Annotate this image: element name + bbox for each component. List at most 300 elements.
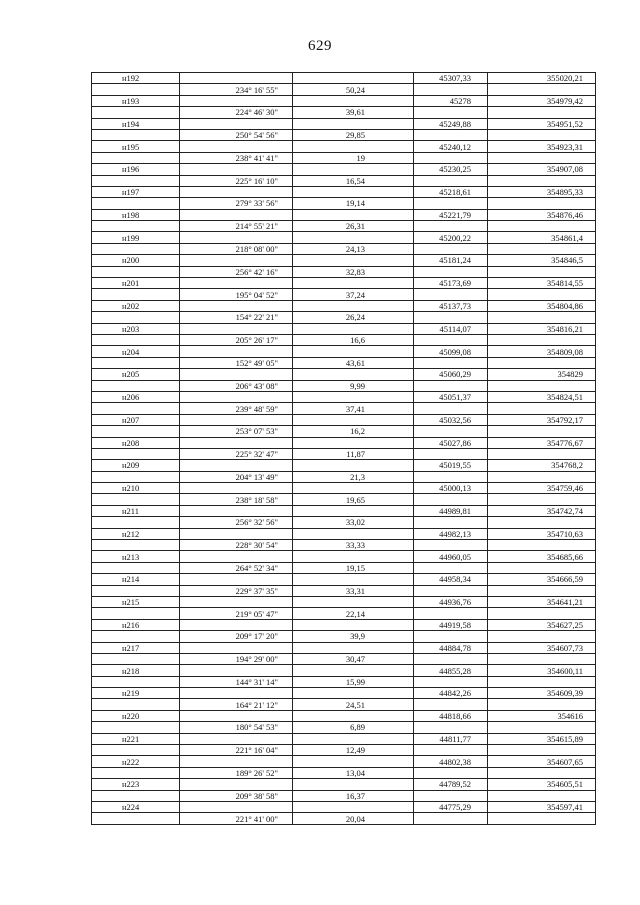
- angle-cell-empty: [180, 528, 293, 539]
- x-coordinate-cell: 45019,55: [414, 460, 488, 471]
- distance-cell-empty: [293, 391, 414, 402]
- direction-angle-cell: 229° 37' 35": [180, 585, 293, 596]
- y-coordinate-cell: 354641,21: [488, 596, 596, 607]
- direction-angle-cell: 164° 21' 12": [180, 699, 293, 710]
- x-coordinate-cell-empty: [414, 813, 488, 824]
- x-coordinate-cell-empty: [414, 152, 488, 163]
- point-row: [92, 95, 596, 106]
- y-coordinate-cell: 354876,46: [488, 209, 596, 220]
- direction-angle-cell: 239° 48' 59": [180, 403, 293, 414]
- distance-cell-empty: [293, 278, 414, 289]
- point-name-cell-empty: [92, 129, 180, 140]
- distance-cell: 50,24: [293, 84, 414, 95]
- segment-row: [92, 107, 596, 118]
- point-row: [92, 665, 596, 676]
- y-coordinate-cell-empty: [488, 243, 596, 254]
- x-coordinate-cell: 44802,38: [414, 756, 488, 767]
- distance-cell: 13,04: [293, 767, 414, 778]
- segment-row: [92, 84, 596, 95]
- y-coordinate-cell-empty: [488, 562, 596, 573]
- x-coordinate-cell-empty: [414, 631, 488, 642]
- y-coordinate-cell: 354804,86: [488, 300, 596, 311]
- angle-cell-empty: [180, 414, 293, 425]
- point-name-cell: н213: [92, 551, 180, 562]
- y-coordinate-cell-empty: [488, 175, 596, 186]
- distance-cell: 26,24: [293, 312, 414, 323]
- x-coordinate-cell-empty: [414, 448, 488, 459]
- y-coordinate-cell: 354792,17: [488, 414, 596, 425]
- distance-cell: 32,83: [293, 266, 414, 277]
- y-coordinate-cell: 354814,55: [488, 278, 596, 289]
- x-coordinate-cell-empty: [414, 517, 488, 528]
- point-row: [92, 346, 596, 357]
- point-name-cell: н192: [92, 73, 180, 84]
- point-row: [92, 688, 596, 699]
- segment-row: [92, 540, 596, 551]
- point-row: [92, 118, 596, 129]
- segment-row: [92, 243, 596, 254]
- x-coordinate-cell: 45200,22: [414, 232, 488, 243]
- point-name-cell: н212: [92, 528, 180, 539]
- y-coordinate-cell-empty: [488, 676, 596, 687]
- distance-cell: 29,85: [293, 129, 414, 140]
- angle-cell-empty: [180, 141, 293, 152]
- distance-cell: 24,13: [293, 243, 414, 254]
- point-row: [92, 391, 596, 402]
- x-coordinate-cell: 45051,37: [414, 391, 488, 402]
- y-coordinate-cell: 354597,41: [488, 802, 596, 813]
- distance-cell: 19,15: [293, 562, 414, 573]
- point-name-cell: н197: [92, 186, 180, 197]
- y-coordinate-cell-empty: [488, 517, 596, 528]
- point-row: [92, 141, 596, 152]
- segment-row: [92, 380, 596, 391]
- distance-cell-empty: [293, 414, 414, 425]
- y-coordinate-cell: 354615,89: [488, 733, 596, 744]
- angle-cell-empty: [180, 323, 293, 334]
- point-name-cell-empty: [92, 152, 180, 163]
- y-coordinate-cell: 354607,73: [488, 642, 596, 653]
- y-coordinate-cell: 354710,63: [488, 528, 596, 539]
- x-coordinate-cell-empty: [414, 722, 488, 733]
- y-coordinate-cell-empty: [488, 471, 596, 482]
- x-coordinate-cell-empty: [414, 471, 488, 482]
- point-row: [92, 437, 596, 448]
- angle-cell-empty: [180, 460, 293, 471]
- angle-cell-empty: [180, 186, 293, 197]
- y-coordinate-cell-empty: [488, 403, 596, 414]
- x-coordinate-cell-empty: [414, 653, 488, 664]
- direction-angle-cell: 264° 52' 34": [180, 562, 293, 573]
- x-coordinate-cell: 45240,12: [414, 141, 488, 152]
- segment-row: [92, 676, 596, 687]
- direction-angle-cell: 250° 54' 56": [180, 129, 293, 140]
- distance-cell-empty: [293, 505, 414, 516]
- point-name-cell: н215: [92, 596, 180, 607]
- x-coordinate-cell-empty: [414, 426, 488, 437]
- point-name-cell: н211: [92, 505, 180, 516]
- point-name-cell-empty: [92, 631, 180, 642]
- angle-cell-empty: [180, 73, 293, 84]
- x-coordinate-cell-empty: [414, 745, 488, 756]
- distance-cell: 9,99: [293, 380, 414, 391]
- point-row: [92, 209, 596, 220]
- segment-row: [92, 745, 596, 756]
- direction-angle-cell: 209° 17' 20": [180, 631, 293, 642]
- angle-cell-empty: [180, 209, 293, 220]
- point-name-cell: н207: [92, 414, 180, 425]
- point-name-cell: н220: [92, 710, 180, 721]
- point-name-cell-empty: [92, 608, 180, 619]
- point-name-cell-empty: [92, 266, 180, 277]
- y-coordinate-cell: 354607,65: [488, 756, 596, 767]
- segment-row: [92, 312, 596, 323]
- distance-cell-empty: [293, 437, 414, 448]
- x-coordinate-cell: 44811,77: [414, 733, 488, 744]
- x-coordinate-cell: 44936,76: [414, 596, 488, 607]
- distance-cell: 12,49: [293, 745, 414, 756]
- x-coordinate-cell-empty: [414, 107, 488, 118]
- distance-cell-empty: [293, 164, 414, 175]
- distance-cell: 20,04: [293, 813, 414, 824]
- point-row: [92, 551, 596, 562]
- y-coordinate-cell-empty: [488, 790, 596, 801]
- x-coordinate-cell-empty: [414, 540, 488, 551]
- boundary-coordinates-table: [91, 72, 596, 825]
- direction-angle-cell: 206° 43' 08": [180, 380, 293, 391]
- distance-cell: 33,33: [293, 540, 414, 551]
- direction-angle-cell: 256° 42' 16": [180, 266, 293, 277]
- x-coordinate-cell: 45173,69: [414, 278, 488, 289]
- angle-cell-empty: [180, 118, 293, 129]
- table-body: [92, 73, 596, 825]
- distance-cell-empty: [293, 369, 414, 380]
- segment-row: [92, 152, 596, 163]
- point-name-cell: н201: [92, 278, 180, 289]
- y-coordinate-cell: 354829: [488, 369, 596, 380]
- direction-angle-cell: 225° 16' 10": [180, 175, 293, 186]
- segment-row: [92, 790, 596, 801]
- angle-cell-empty: [180, 505, 293, 516]
- distance-cell: 43,61: [293, 357, 414, 368]
- angle-cell-empty: [180, 688, 293, 699]
- y-coordinate-cell: 354605,51: [488, 779, 596, 790]
- y-coordinate-cell-empty: [488, 266, 596, 277]
- x-coordinate-cell: 45032,56: [414, 414, 488, 425]
- point-name-cell: н204: [92, 346, 180, 357]
- direction-angle-cell: 194° 29' 00": [180, 653, 293, 664]
- x-coordinate-cell: 45221,79: [414, 209, 488, 220]
- direction-angle-cell: 205° 26' 17": [180, 334, 293, 345]
- point-name-cell: н203: [92, 323, 180, 334]
- y-coordinate-cell-empty: [488, 745, 596, 756]
- angle-cell-empty: [180, 391, 293, 402]
- point-row: [92, 483, 596, 494]
- point-row: [92, 733, 596, 744]
- x-coordinate-cell-empty: [414, 380, 488, 391]
- point-row: [92, 528, 596, 539]
- segment-row: [92, 471, 596, 482]
- y-coordinate-cell-empty: [488, 767, 596, 778]
- distance-cell-empty: [293, 779, 414, 790]
- distance-cell: 22,14: [293, 608, 414, 619]
- distance-cell: 6,89: [293, 722, 414, 733]
- direction-angle-cell: 214° 55' 21": [180, 221, 293, 232]
- y-coordinate-cell: 354846,5: [488, 255, 596, 266]
- angle-cell-empty: [180, 164, 293, 175]
- distance-cell-empty: [293, 688, 414, 699]
- point-name-cell: н195: [92, 141, 180, 152]
- y-coordinate-cell-empty: [488, 653, 596, 664]
- distance-cell: 19,65: [293, 494, 414, 505]
- point-name-cell: н222: [92, 756, 180, 767]
- distance-cell-empty: [293, 528, 414, 539]
- point-name-cell-empty: [92, 334, 180, 345]
- point-name-cell-empty: [92, 494, 180, 505]
- distance-cell: 30,47: [293, 653, 414, 664]
- segment-row: [92, 426, 596, 437]
- point-name-cell: н196: [92, 164, 180, 175]
- y-coordinate-cell: 354824,51: [488, 391, 596, 402]
- segment-row: [92, 289, 596, 300]
- angle-cell-empty: [180, 642, 293, 653]
- point-name-cell-empty: [92, 221, 180, 232]
- point-name-cell-empty: [92, 380, 180, 391]
- x-coordinate-cell: 44958,34: [414, 574, 488, 585]
- angle-cell-empty: [180, 95, 293, 106]
- x-coordinate-cell: 45114,07: [414, 323, 488, 334]
- y-coordinate-cell-empty: [488, 357, 596, 368]
- point-name-cell: н224: [92, 802, 180, 813]
- x-coordinate-cell-empty: [414, 243, 488, 254]
- distance-cell: 24,51: [293, 699, 414, 710]
- y-coordinate-cell-empty: [488, 221, 596, 232]
- x-coordinate-cell: 45249,88: [414, 118, 488, 129]
- distance-cell-empty: [293, 802, 414, 813]
- x-coordinate-cell: 44884,78: [414, 642, 488, 653]
- angle-cell-empty: [180, 255, 293, 266]
- y-coordinate-cell: 354895,33: [488, 186, 596, 197]
- point-row: [92, 802, 596, 813]
- distance-cell-empty: [293, 255, 414, 266]
- angle-cell-empty: [180, 802, 293, 813]
- y-coordinate-cell-empty: [488, 699, 596, 710]
- x-coordinate-cell-empty: [414, 790, 488, 801]
- y-coordinate-cell-empty: [488, 722, 596, 733]
- point-name-cell-empty: [92, 289, 180, 300]
- segment-row: [92, 631, 596, 642]
- distance-cell: 39,9: [293, 631, 414, 642]
- angle-cell-empty: [180, 574, 293, 585]
- angle-cell-empty: [180, 619, 293, 630]
- x-coordinate-cell: 45000,13: [414, 483, 488, 494]
- x-coordinate-cell: 44818,66: [414, 710, 488, 721]
- y-coordinate-cell-empty: [488, 426, 596, 437]
- angle-cell-empty: [180, 232, 293, 243]
- y-coordinate-cell: 355020,21: [488, 73, 596, 84]
- point-name-cell: н221: [92, 733, 180, 744]
- y-coordinate-cell: 354768,2: [488, 460, 596, 471]
- distance-cell-empty: [293, 574, 414, 585]
- point-row: [92, 642, 596, 653]
- distance-cell-empty: [293, 756, 414, 767]
- segment-row: [92, 608, 596, 619]
- distance-cell: 33,31: [293, 585, 414, 596]
- distance-cell-empty: [293, 733, 414, 744]
- point-name-cell: н193: [92, 95, 180, 106]
- segment-row: [92, 221, 596, 232]
- segment-row: [92, 494, 596, 505]
- point-name-cell-empty: [92, 676, 180, 687]
- direction-angle-cell: 221° 41' 00": [180, 813, 293, 824]
- segment-row: [92, 653, 596, 664]
- point-row: [92, 186, 596, 197]
- direction-angle-cell: 154° 22' 21": [180, 312, 293, 323]
- point-name-cell-empty: [92, 745, 180, 756]
- point-row: [92, 232, 596, 243]
- direction-angle-cell: 228° 30' 54": [180, 540, 293, 551]
- y-coordinate-cell: 354627,25: [488, 619, 596, 630]
- point-row: [92, 300, 596, 311]
- segment-row: [92, 198, 596, 209]
- distance-cell-empty: [293, 232, 414, 243]
- segment-row: [92, 699, 596, 710]
- distance-cell: 39,61: [293, 107, 414, 118]
- direction-angle-cell: 219° 05' 47": [180, 608, 293, 619]
- point-name-cell-empty: [92, 357, 180, 368]
- point-name-cell: н217: [92, 642, 180, 653]
- point-name-cell: н198: [92, 209, 180, 220]
- x-coordinate-cell-empty: [414, 767, 488, 778]
- y-coordinate-cell-empty: [488, 494, 596, 505]
- point-name-cell-empty: [92, 517, 180, 528]
- x-coordinate-cell: 44960,05: [414, 551, 488, 562]
- angle-cell-empty: [180, 596, 293, 607]
- point-name-cell: н216: [92, 619, 180, 630]
- point-name-cell: н210: [92, 483, 180, 494]
- point-name-cell-empty: [92, 448, 180, 459]
- point-name-cell-empty: [92, 699, 180, 710]
- x-coordinate-cell-empty: [414, 312, 488, 323]
- segment-row: [92, 357, 596, 368]
- x-coordinate-cell: 45099,08: [414, 346, 488, 357]
- segment-row: [92, 517, 596, 528]
- distance-cell-empty: [293, 186, 414, 197]
- y-coordinate-cell: 354666,59: [488, 574, 596, 585]
- direction-angle-cell: 180° 54' 53": [180, 722, 293, 733]
- point-name-cell: н199: [92, 232, 180, 243]
- angle-cell-empty: [180, 779, 293, 790]
- x-coordinate-cell: 45278: [414, 95, 488, 106]
- x-coordinate-cell: 44775,29: [414, 802, 488, 813]
- y-coordinate-cell-empty: [488, 448, 596, 459]
- angle-cell-empty: [180, 437, 293, 448]
- point-name-cell-empty: [92, 312, 180, 323]
- point-name-cell-empty: [92, 653, 180, 664]
- point-name-cell-empty: [92, 107, 180, 118]
- point-name-cell: н223: [92, 779, 180, 790]
- direction-angle-cell: 189° 26' 52": [180, 767, 293, 778]
- point-row: [92, 710, 596, 721]
- angle-cell-empty: [180, 346, 293, 357]
- y-coordinate-cell: 354907,08: [488, 164, 596, 175]
- point-row: [92, 619, 596, 630]
- point-name-cell: н219: [92, 688, 180, 699]
- point-row: [92, 278, 596, 289]
- direction-angle-cell: 209° 38' 58": [180, 790, 293, 801]
- angle-cell-empty: [180, 278, 293, 289]
- segment-row: [92, 562, 596, 573]
- x-coordinate-cell: 45181,24: [414, 255, 488, 266]
- distance-cell-empty: [293, 619, 414, 630]
- x-coordinate-cell-empty: [414, 129, 488, 140]
- distance-cell-empty: [293, 141, 414, 152]
- point-name-cell-empty: [92, 198, 180, 209]
- distance-cell-empty: [293, 710, 414, 721]
- point-name-cell-empty: [92, 175, 180, 186]
- distance-cell: 16,2: [293, 426, 414, 437]
- angle-cell-empty: [180, 369, 293, 380]
- distance-cell-empty: [293, 460, 414, 471]
- x-coordinate-cell-empty: [414, 221, 488, 232]
- distance-cell-empty: [293, 346, 414, 357]
- angle-cell-empty: [180, 665, 293, 676]
- y-coordinate-cell-empty: [488, 631, 596, 642]
- angle-cell-empty: [180, 733, 293, 744]
- distance-cell: 16,6: [293, 334, 414, 345]
- y-coordinate-cell: 354776,67: [488, 437, 596, 448]
- distance-cell-empty: [293, 642, 414, 653]
- x-coordinate-cell-empty: [414, 357, 488, 368]
- distance-cell: 11,87: [293, 448, 414, 459]
- y-coordinate-cell-empty: [488, 289, 596, 300]
- x-coordinate-cell: 44842,26: [414, 688, 488, 699]
- point-name-cell: н206: [92, 391, 180, 402]
- angle-cell-empty: [180, 483, 293, 494]
- direction-angle-cell: 152° 49' 05": [180, 357, 293, 368]
- y-coordinate-cell: 354979,42: [488, 95, 596, 106]
- point-row: [92, 73, 596, 84]
- direction-angle-cell: 224° 46' 30": [180, 107, 293, 118]
- direction-angle-cell: 225° 32' 47": [180, 448, 293, 459]
- point-row: [92, 460, 596, 471]
- point-row: [92, 756, 596, 767]
- point-name-cell-empty: [92, 790, 180, 801]
- point-name-cell-empty: [92, 767, 180, 778]
- point-name-cell: н194: [92, 118, 180, 129]
- direction-angle-cell: 204° 13' 49": [180, 471, 293, 482]
- distance-cell: 16,37: [293, 790, 414, 801]
- distance-cell-empty: [293, 73, 414, 84]
- x-coordinate-cell-empty: [414, 266, 488, 277]
- distance-cell: 15,99: [293, 676, 414, 687]
- point-name-cell-empty: [92, 243, 180, 254]
- distance-cell: 26,31: [293, 221, 414, 232]
- point-name-cell-empty: [92, 426, 180, 437]
- x-coordinate-cell-empty: [414, 198, 488, 209]
- point-row: [92, 505, 596, 516]
- x-coordinate-cell-empty: [414, 494, 488, 505]
- y-coordinate-cell: 354742,74: [488, 505, 596, 516]
- angle-cell-empty: [180, 756, 293, 767]
- point-row: [92, 574, 596, 585]
- page-number: 629: [308, 38, 332, 54]
- x-coordinate-cell: 45218,61: [414, 186, 488, 197]
- x-coordinate-cell-empty: [414, 334, 488, 345]
- point-name-cell-empty: [92, 471, 180, 482]
- distance-cell: 37,41: [293, 403, 414, 414]
- y-coordinate-cell-empty: [488, 585, 596, 596]
